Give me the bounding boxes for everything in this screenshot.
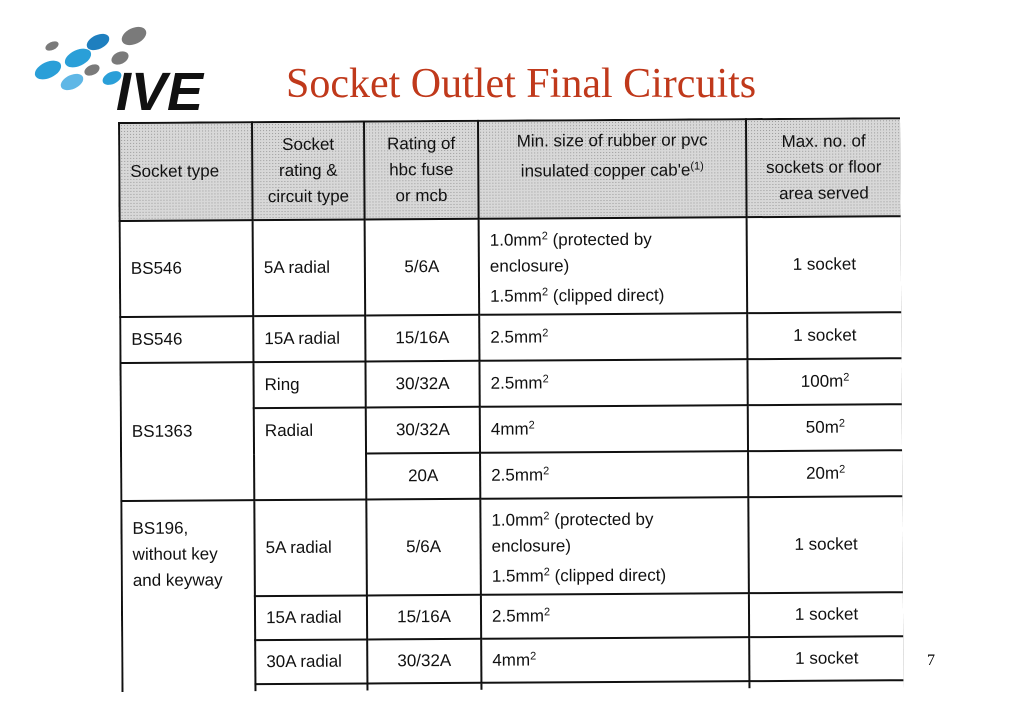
cell-socket-type: BS1363 — [120, 362, 254, 501]
cell-max: 1 socket — [747, 312, 902, 359]
header-cable-size: Min. size of rubber or pvc insulated copper $cab'e^{(1)}$ — [478, 119, 747, 219]
cell-fuse: 30/32A — [367, 639, 481, 684]
cell-max: $50m^2$ — [748, 404, 903, 451]
header-socket-type: Socket type — [119, 122, 253, 221]
socket-outlet-table — [118, 117, 903, 692]
cell-fuse: 30/32A — [366, 407, 480, 454]
cell-cable: $2.5mm^2$ — [481, 593, 749, 639]
cell-fuse: 5/6A — [366, 499, 481, 596]
cell-rating: 5A radial — [254, 499, 367, 596]
table-header-row — [119, 118, 902, 221]
cell-max: 1 socket — [749, 636, 903, 681]
header-max-sockets: Max. no. of sockets or floor area served — [746, 118, 902, 217]
header-socket-rating: Socket rating & circuit type — [252, 121, 365, 220]
cell-empty — [749, 680, 903, 692]
page-title: Socket Outlet Final Circuits — [286, 61, 757, 107]
cell-cable: $1.0mm^2$ (protected by enclosure) $1.5mm^2$ (clipped direct) — [480, 497, 749, 595]
cell-cable: $1.0mm^2$ (protected by enclosure) $1.5mm^2$ (clipped direct) — [479, 217, 748, 315]
cell-fuse: 15/16A — [367, 595, 481, 640]
logo-text: IVE — [116, 62, 204, 114]
cell-socket-type: BS546 — [120, 316, 253, 363]
cell-fuse: 15/16A — [365, 315, 479, 362]
cell-fuse: 5/6A — [365, 219, 480, 316]
cell-max: 1 socket — [748, 496, 903, 593]
table-row — [120, 312, 902, 363]
cell-rating: 15A radial — [255, 595, 367, 640]
page-number: 7 — [927, 652, 935, 669]
cell-fuse: 20A — [366, 453, 480, 500]
cell-max: 1 socket — [747, 216, 903, 313]
cell-socket-type: BS196, without key and keyway — [121, 500, 255, 692]
table-row — [121, 496, 903, 597]
table-row — [120, 216, 903, 317]
cell-rating: 15A radial — [253, 315, 365, 362]
cell-cable: $2.5mm^2$ — [480, 451, 748, 499]
cell-rating: 30A radial — [255, 639, 367, 684]
cell-empty — [255, 683, 367, 692]
table-row — [120, 358, 902, 409]
cell-cable: $4mm^2$ — [480, 405, 748, 453]
cell-max: 1 socket — [749, 592, 904, 637]
ive-logo — [18, 14, 258, 114]
cell-empty — [367, 683, 481, 692]
cell-cable: $2.5mm^2$ — [479, 359, 747, 407]
cell-max: $100m^2$ — [747, 358, 902, 405]
cell-rating: Ring — [253, 361, 365, 408]
cell-cable: $4mm^2$ — [481, 637, 749, 683]
cell-rating: Radial — [254, 407, 367, 500]
cell-rating: 5A radial — [253, 219, 366, 316]
socket-table-wrapper — [118, 117, 903, 692]
cell-max: $20m^2$ — [748, 450, 903, 497]
ive-logo-mark — [18, 14, 258, 114]
cell-cable: $2.5mm^2$ — [479, 313, 747, 361]
cell-fuse: 30/32A — [365, 361, 479, 408]
cell-empty — [481, 681, 749, 692]
cell-socket-type: BS546 — [120, 220, 254, 317]
header-fuse-rating: Rating of hbc fuse or mcb — [364, 121, 479, 220]
